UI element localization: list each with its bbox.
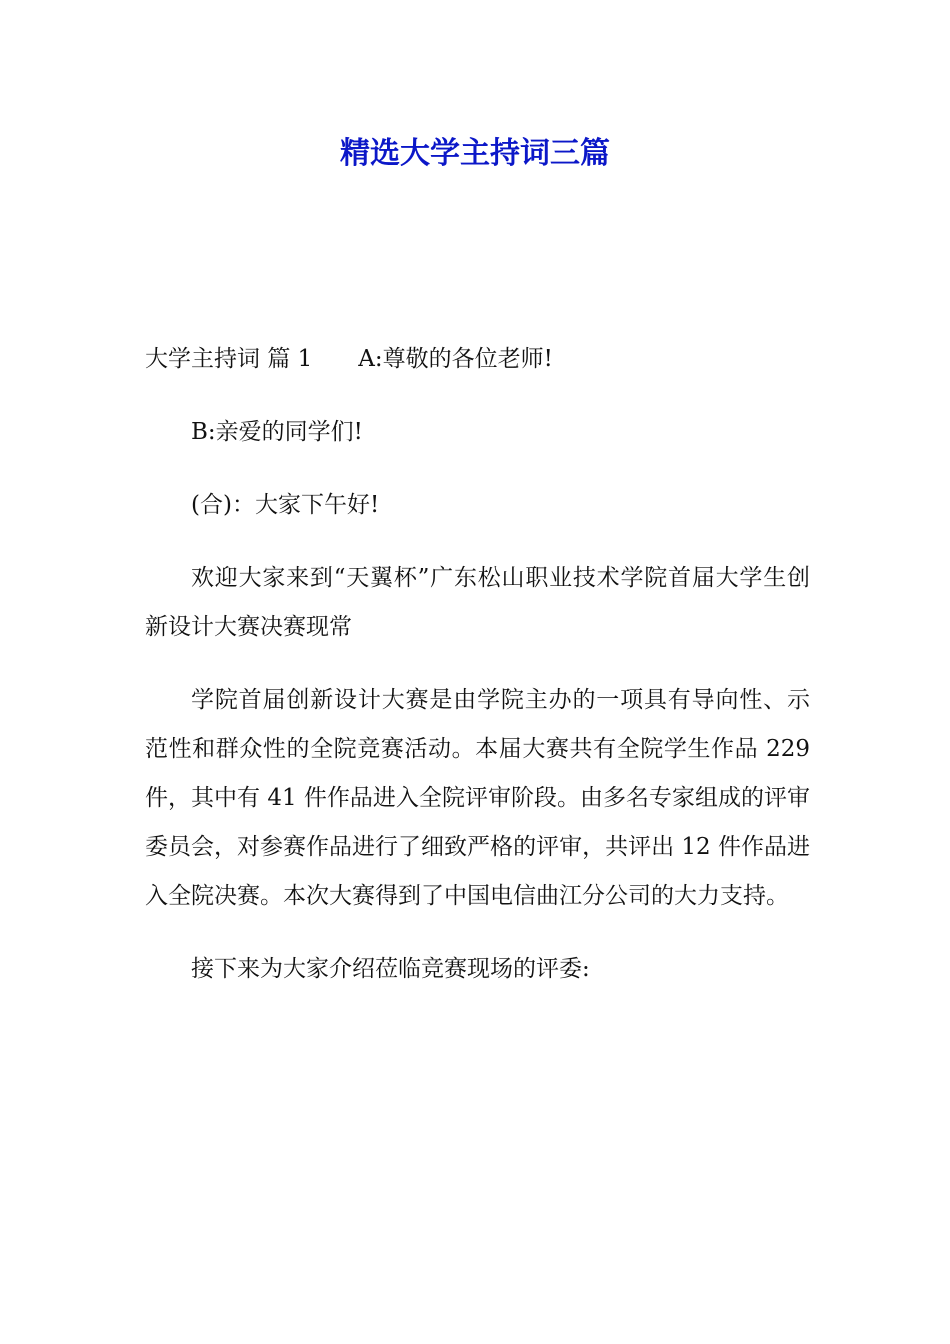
document-title: 精选大学主持词三篇: [340, 136, 610, 171]
section-heading: 大学主持词: [145, 346, 260, 372]
document-body: [145, 335, 810, 1018]
paragraph: 接下来为大家介绍莅临竞赛现场的评委:: [191, 956, 590, 982]
first-line-text: A:尊敬的各位老师!: [358, 346, 553, 372]
section-number: 篇 1: [267, 346, 313, 372]
paragraph: 欢迎大家来到“天翼杯”广东松山职业技术学院首届大学生创新设计大赛决赛现常: [145, 565, 810, 640]
paragraph: 学院首届创新设计大赛是由学院主办的一项具有导向性、示范性和群众性的全院竞赛活动。本届大赛共有全院学生作品 229 件，其中有 41 件作品进入全院评审阶段。由多名专家组成的评审委员会，对参赛作品进行了细致严格的评审，共评出 12 件作品进入全院决赛。本次大赛得到了中国电信曲江分公司的大力支持。: [145, 687, 810, 909]
paragraph: (合)：大家下午好!: [191, 492, 380, 518]
paragraph: B:亲爱的同学们!: [191, 419, 363, 445]
first-line: [145, 335, 810, 384]
